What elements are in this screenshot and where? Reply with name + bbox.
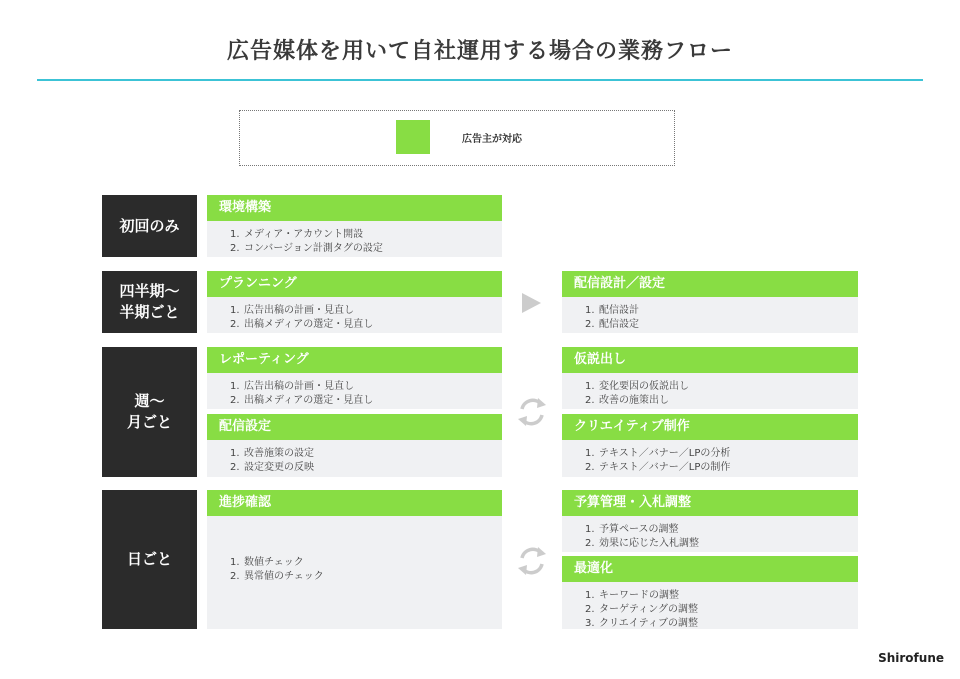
category-daily: 日ごと bbox=[102, 490, 197, 629]
box-item-text: ターゲティングの調整 bbox=[599, 604, 698, 615]
box-item-text: テキスト／バナー／LPの分析 bbox=[599, 448, 731, 459]
box-environment-setup bbox=[207, 195, 502, 257]
box-item bbox=[230, 228, 502, 242]
box-item-text: 出稿メディアの選定・見直し bbox=[244, 395, 374, 406]
box-item-list bbox=[562, 582, 858, 631]
box-item bbox=[230, 304, 502, 318]
box-progress-check bbox=[207, 490, 502, 629]
box-item-list bbox=[562, 440, 858, 475]
box-item-number: 2. bbox=[230, 319, 240, 330]
box-planning bbox=[207, 271, 502, 333]
box-item-number: 2. bbox=[585, 462, 595, 473]
refresh-cycle-icon bbox=[514, 394, 550, 430]
box-item-list bbox=[207, 516, 502, 584]
box-reporting bbox=[207, 347, 502, 409]
box-item-number: 2. bbox=[230, 462, 240, 473]
box-item bbox=[585, 447, 858, 461]
box-item-number: 2. bbox=[585, 319, 595, 330]
box-item-number: 2. bbox=[230, 395, 240, 406]
box-heading: プランニング bbox=[207, 271, 502, 297]
box-heading: 最適化 bbox=[562, 556, 858, 582]
box-item-number: 2. bbox=[585, 604, 595, 615]
box-item-text: 異常値のチェック bbox=[244, 571, 324, 582]
box-heading: クリエイティブ制作 bbox=[562, 414, 858, 440]
box-budget-bidding bbox=[562, 490, 858, 552]
box-item bbox=[230, 570, 502, 584]
box-item-number: 1. bbox=[585, 305, 595, 316]
box-heading: 配信設計／設定 bbox=[562, 271, 858, 297]
box-item bbox=[585, 318, 858, 332]
box-item-text: 配信設計 bbox=[599, 305, 639, 316]
box-item-number: 1. bbox=[230, 381, 240, 392]
box-creative-production bbox=[562, 414, 858, 477]
box-item-number: 1. bbox=[585, 381, 595, 392]
box-item bbox=[585, 461, 858, 475]
box-item-text: 改善の施策出し bbox=[599, 395, 669, 406]
box-item bbox=[230, 461, 502, 475]
brand-logo-text: Shirofune bbox=[878, 651, 944, 665]
box-item-number: 1. bbox=[230, 229, 240, 240]
box-heading: 進捗確認 bbox=[207, 490, 502, 516]
legend bbox=[239, 110, 675, 166]
box-item-number: 1. bbox=[230, 557, 240, 568]
box-item-text: 変化要因の仮説出し bbox=[599, 381, 689, 392]
box-heading: 仮説出し bbox=[562, 347, 858, 373]
box-item bbox=[230, 380, 502, 394]
box-item-number: 1. bbox=[585, 590, 595, 601]
box-item-text: テキスト／バナー／LPの制作 bbox=[599, 462, 731, 473]
box-item-number: 2. bbox=[585, 538, 595, 549]
box-item-text: 数値チェック bbox=[244, 557, 304, 568]
box-heading: 配信設定 bbox=[207, 414, 502, 440]
title-divider bbox=[37, 79, 923, 81]
box-item-number: 3. bbox=[585, 618, 595, 629]
box-item-text: 広告出稿の計画・見直し bbox=[244, 305, 354, 316]
box-optimization bbox=[562, 556, 858, 629]
box-item-list bbox=[207, 440, 502, 475]
box-item-text: 効果に応じた入札調整 bbox=[599, 538, 699, 549]
box-item-number: 2. bbox=[585, 395, 595, 406]
box-delivery-setting bbox=[207, 414, 502, 477]
box-item-number: 1. bbox=[230, 305, 240, 316]
box-item-number: 1. bbox=[230, 448, 240, 459]
box-item bbox=[585, 589, 858, 603]
box-item-text: 広告出稿の計画・見直し bbox=[244, 381, 354, 392]
box-item bbox=[230, 556, 502, 570]
legend-label: 広告主が対応 bbox=[462, 134, 522, 145]
box-item bbox=[230, 447, 502, 461]
box-heading: 環境構築 bbox=[207, 195, 502, 221]
box-item-text: キーワードの調整 bbox=[599, 590, 679, 601]
box-item-list bbox=[207, 221, 502, 256]
box-item-list bbox=[562, 516, 858, 551]
category-first-time: 初回のみ bbox=[102, 195, 197, 257]
box-item bbox=[230, 242, 502, 256]
legend-swatch bbox=[396, 120, 430, 154]
box-item-number: 1. bbox=[585, 524, 595, 535]
box-item bbox=[585, 304, 858, 318]
box-item bbox=[230, 394, 502, 408]
box-item-list bbox=[562, 297, 858, 332]
box-item-text: 出稿メディアの選定・見直し bbox=[244, 319, 374, 330]
box-item bbox=[230, 318, 502, 332]
page-title: 広告媒体を用いて自社運用する場合の業務フロー bbox=[226, 39, 733, 64]
box-item bbox=[585, 617, 858, 631]
box-item bbox=[585, 523, 858, 537]
box-item-list bbox=[562, 373, 858, 408]
box-item-number: 2. bbox=[230, 571, 240, 582]
box-item-list bbox=[207, 373, 502, 408]
box-item-text: 改善施策の設定 bbox=[244, 448, 314, 459]
category-weekly-monthly: 週〜 月ごと bbox=[102, 347, 197, 477]
box-item-text: メディア・アカウント開設 bbox=[244, 229, 364, 240]
box-item-text: 設定変更の反映 bbox=[244, 462, 314, 473]
box-heading: レポーティング bbox=[207, 347, 502, 373]
box-item-text: 予算ペースの調整 bbox=[599, 524, 679, 535]
box-item bbox=[585, 394, 858, 408]
arrow-right-icon bbox=[522, 293, 541, 313]
box-item-text: 配信設定 bbox=[599, 319, 639, 330]
box-heading: 予算管理・入札調整 bbox=[562, 490, 858, 516]
box-item-number: 1. bbox=[585, 448, 595, 459]
box-delivery-design bbox=[562, 271, 858, 333]
box-item-text: クリエイティブの調整 bbox=[599, 618, 698, 629]
box-item bbox=[585, 380, 858, 394]
refresh-cycle-icon bbox=[514, 543, 550, 579]
box-item bbox=[585, 603, 858, 617]
category-quarterly: 四半期〜 半期ごと bbox=[102, 271, 197, 333]
box-item-list bbox=[207, 297, 502, 332]
box-item bbox=[585, 537, 858, 551]
box-item-text: コンバージョン計測タグの設定 bbox=[244, 243, 383, 254]
box-item-number: 2. bbox=[230, 243, 240, 254]
box-hypothesis bbox=[562, 347, 858, 409]
